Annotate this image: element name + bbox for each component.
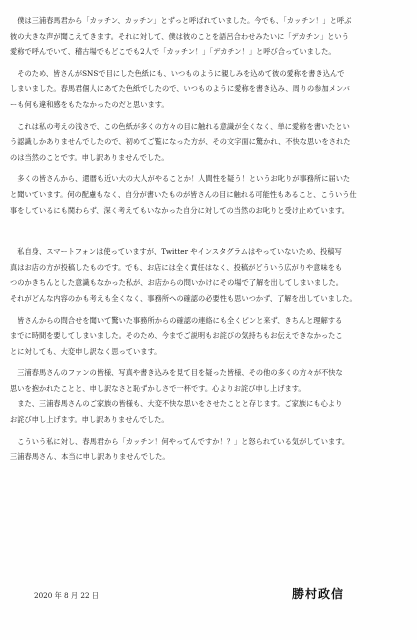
text-line: 私自身、スマートフォンは使っていますが、Twitter やインスタグラムはやっていないため、投稿写 (10, 247, 342, 257)
text-line: と聞いています。何の配慮もなく、自分が書いたものが皆さんの目に触れる可能性もあること、こういう仕 (10, 189, 357, 199)
paragraph-9 (10, 434, 407, 465)
text-line: 皆さんからの問合せを聞いて驚いた事務所からの確認の連絡にも全くピンと来ず、きちんと理解する (10, 315, 343, 325)
text-line: それがどんな内容のかも考えも全くなく、事務所への確認の必要性も思いつかず、了解を出していました。 (10, 293, 357, 303)
text-line: こういう私に対し、春馬君から「カッチン！何やってんですか！？」と怒られている気がしています。 (10, 436, 350, 446)
paragraph-7 (10, 365, 407, 396)
paragraph-2 (10, 66, 407, 113)
signature: 勝村政信 (292, 587, 345, 601)
text-line: 三浦春馬さん、本当に申し訳ありませんでした。 (10, 452, 170, 462)
text-line: 真はお店の方が投稿したものです。でも、お店には全く責任はなく、投稿がどういう広がりや意味をも (10, 262, 343, 272)
text-line: 多くの皆さんから、還暦も近い大の大人がやることか！人間性を疑う！というお叱りが事務所に届いた (10, 174, 351, 184)
text-line: のは当然のことです。申し訳ありませんでした。 (10, 152, 169, 162)
text-line: 愛称で呼んでいて、稽古場でもどこでも2人で「カッチン！」「デカチン！」と呼び合っていました。 (10, 47, 336, 57)
paragraph-4 (10, 171, 407, 218)
text-line: また、三浦春馬さんのご家族の皆様も、大変不快な思いをさせたことと存じます。ご家族にも心より (10, 399, 343, 409)
paragraph-5 (10, 244, 407, 306)
text-line: これは私の考えの浅さで、この色紙が多くの方々の目に触れる意識が全くなく、単に愛称を書いたとい (10, 121, 350, 131)
text-line: とに対しても、大変申し訳なく思っています。 (10, 346, 162, 356)
text-line: 彼の大きな声が聞こえてきます。それに対して、僕は彼のことを語呂合わせみたいに「デカチン」という (10, 31, 349, 41)
text-line: 思いを抱かれたことと、申し訳なさと恥ずかしさで一杯です。心よりお詫び申し上げます。 (10, 383, 306, 393)
paragraph-1 (10, 13, 407, 60)
text-line: までに時間を要してしまいました。そのため、今までご説明もお詫びの気持ちもお伝えできなかったこ (10, 331, 343, 341)
text-line: 事をしているにも関わらず、深く考えてもいなかった自分に対しての当然のお叱りと受け止めています。 (10, 205, 350, 215)
paragraph-3 (10, 119, 407, 166)
letter-date: 2020 年 8 月 22 日 (34, 591, 99, 600)
text-line: ーも何も違和感をもたなかったのだと思います。 (10, 99, 169, 109)
text-line: う認識しかありませんでしたので、初めてご覧になった方が、その文字面に驚かれ、不快な思いをされた (10, 137, 351, 147)
letter-footer (34, 579, 394, 609)
text-line: お詫び申し上げます。申し訳ありませんでした。 (10, 415, 169, 425)
text-line: しまいました。春馬君個人にあてた色紙でしたので、いつものように愛称を書き込み、周りの参加メンバ (10, 84, 350, 94)
paragraph-6 (10, 313, 407, 360)
paragraph-8 (10, 396, 407, 427)
text-line: つのかきちんとした意識もなかった私が、お店からの問いかけにその場で了解を出してしまいました。 (10, 278, 343, 288)
text-line: 僕は三浦春馬君から「カッチン、カッチン」とずっと呼ばれていました。今でも、「カッチン！」と呼ぶ (10, 16, 352, 25)
text-line: そのため、皆さんがSNSで目にした色紙にも、いつものように親しみを込めて彼の愛称を書き込んで (10, 68, 345, 78)
text-line: 三浦春馬さんのファンの皆様、写真や書き込みを見て目を疑った皆様、その他の多くの方々が不快な (10, 368, 343, 378)
